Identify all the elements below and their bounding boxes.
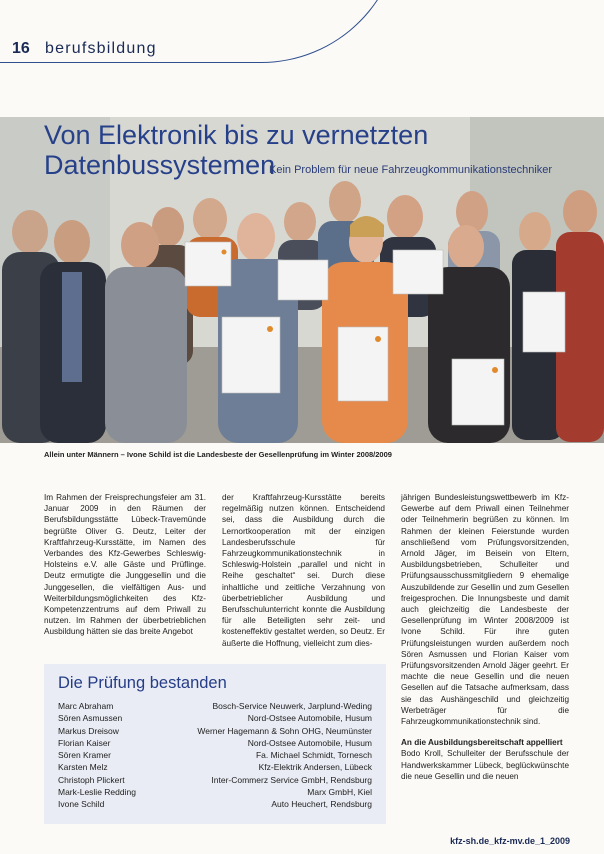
company-name: Kfz-Elektrik Andersen, Lübeck: [258, 762, 372, 773]
column-2-text: der Kraftfahrzeug-Kursstätte bereits regelmäßig nutzen können. Entscheidend sei, dass die Ausbildung durch die Lernortkooperation mit der einzigen Landesberufsschule für Fahrzeugkommunikationstechnik in Schleswig-Holstein „parallel und nicht in Reihe geschaltet“ sei. Durch diese inhaltliche und zeitliche Verzahnung von überbetrieblicher Ausbildung und Berufsschulunterricht konnte die Ausbildung für alle Beteiligten sehr zeit- und kosteneffektiv gestaltet werden, so Deutz. Er äußerte die Hoffnung, vielleicht zum dies-: [222, 493, 385, 648]
company-name: Werner Hagemann & Sohn OHG, Neumünster: [197, 725, 372, 736]
person-name: Christoph Plickert: [58, 774, 125, 785]
title-line-1: Von Elektronik bis zu vernetzten: [44, 120, 429, 150]
column-3-continued-text: Bodo Kroll, Schulleiter der Berufsschule der Handwerkskammer Lübeck, beglückwünschte die neue Gesellin und die neuen: [401, 749, 569, 781]
table-row: [58, 798, 372, 810]
section-label: berufsbildung: [45, 40, 157, 57]
article-subtitle: Kein Problem für neue Fahrzeugkommunikationstechniker: [269, 164, 553, 176]
passed-exam-box: [44, 664, 386, 824]
person-name: Marc Abraham: [58, 701, 114, 711]
table-row: [58, 737, 372, 749]
person-name: Ivone Schild: [58, 799, 105, 810]
company-name: Marx GmbH, Kiel: [307, 787, 372, 798]
company-name: Inter-Commerz Service GmbH, Rendsburg: [211, 774, 372, 785]
footer-url: kfz-sh.de_kfz-mv.de_1_2009: [450, 836, 570, 846]
table-row: [58, 725, 372, 737]
company-name: Nord-Ostsee Automobile, Husum: [247, 713, 372, 724]
table-row: [58, 749, 372, 761]
title-line-2: Datenbussystemen: [44, 150, 276, 180]
person-name: Florian Kaiser: [58, 737, 111, 748]
person-name: Sören Kramer: [58, 750, 111, 761]
article-column-3: [401, 492, 569, 782]
article-column-1: [44, 492, 206, 638]
person-name: Mark-Leslie Redding: [58, 787, 136, 798]
table-row: [58, 700, 372, 712]
person-name: Markus Dreisow: [58, 725, 119, 736]
photo-caption: Allein unter Männern – Ivone Schild ist die Landesbeste der Gesellenprüfung im Winter 2008/2009: [44, 450, 392, 459]
company-name: Fa. Michael Schmidt, Tornesch: [255, 750, 372, 761]
table-row: [58, 761, 372, 773]
person-name: Sören Asmussen: [58, 713, 123, 724]
passed-list-table: [58, 700, 372, 811]
table-row: [58, 712, 372, 724]
passed-box-title: Die Prüfung bestanden: [58, 674, 227, 692]
article-column-2: [222, 492, 385, 649]
column-3-text: jährigen Bundesleistungswettbewerb im Kfz-Gewerbe auf dem Priwall einen Teilnehmer oder Teilnehmerin begrüßen zu können. Im Rahmen der kleinen Feierstunde wurden anschließend vom Prüfungsvorsitzenden, Arnold Jäger, im Beisein von Eltern, Ausbildungsbetrieben, Schulleiter und Prüfungsausschussmitgliedern 9 ehemalige Auszubildende zur Gesellin und zum Gesellen freigesprochen. Die Innungsbeste und damit auch gleichzeitig die Landesbeste der Gesellenprüfung im Winter 2008/2009 ist Ivone Schild. Für ihre guten Prüfungsleistungen wurden außerdem noch Sören Asmussen und Florian Kaiser vom Prüfungsvorsitzenden Arnold Jäger geehrt. Er machte die neue Gesellin und die neuen Gesellen auf die Tatsache aufmerksam, dass sie das Aushängeschild und gleichzeitig Werbeträger für die Fahrzeugkommunikationstechnik sind.: [401, 493, 569, 727]
table-row: [58, 774, 372, 786]
company-name: Bosch-Service Neuwerk, Jarplund-Weding: [212, 701, 372, 711]
column-3-subheading: An die Ausbildungsbereitschaft appelliert: [401, 738, 563, 748]
company-name: Auto Heuchert, Rendsburg: [271, 799, 372, 810]
person-name: Karsten Melz: [58, 762, 108, 773]
section-name: [45, 40, 157, 58]
table-row: [58, 786, 372, 798]
company-name: Nord-Ostsee Automobile, Husum: [247, 737, 372, 748]
column-1-text: Im Rahmen der Freisprechungsfeier am 31. Januar 2009 in den Räumen der Berufsbildungsstätte Lübeck-Travemünde begrüßte Oliver G. Deutz, Leiter der Kraftfahrzeug-Kursstätte, im Namen des Verbandes des Kfz-Gewerbes Schleswig-Holsteins e.V. alle Gäste und Prüflinge. Deutz ermutigte die Junggesellin und die Junggesellen, die vielfältigen Aus- und Weiterbildungsmöglichkeiten des Kfz-Kompetenzzentrums auf dem Priwall zu nutzen. Im Rahmen der überbetrieblichen Ausbildung hätten sie das breite Angebot: [44, 493, 206, 637]
page-number: 16: [12, 40, 30, 57]
